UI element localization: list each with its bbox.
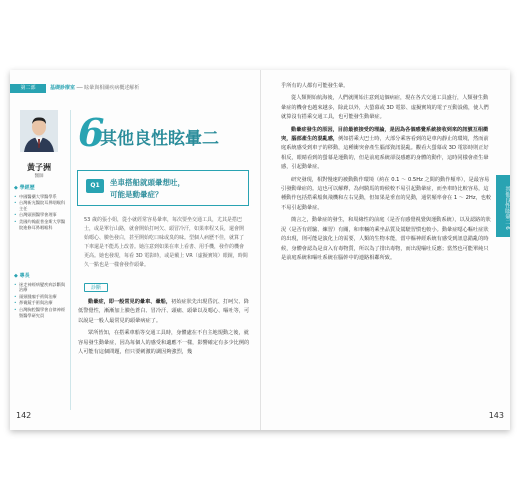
page-number: 142 — [16, 411, 32, 420]
side-tab-title: 其他良性眩暈二 — [504, 186, 510, 225]
experience-item: • 台灣新光醫院耳鼻咽喉科主任 — [14, 200, 66, 211]
paragraph — [281, 94, 493, 122]
right-page — [260, 70, 510, 430]
author-role: 醫師 — [34, 174, 44, 179]
book-spread — [10, 70, 510, 430]
paragraph-text: 初始症狀先出現昏沉、打呵欠、降低警覺性，漸漸加上臉色蒼白、冒冷汗、頭痛、頭暈以及噁心、嘔吐等，可以說是一般人最常見的頭暈病症了。 — [78, 299, 250, 324]
paragraph — [281, 216, 493, 263]
diagnosis-tag: 診斷 — [84, 283, 108, 292]
side-tab-number: 6 — [504, 226, 510, 230]
paragraph-text: 乎所有的人都有可能發生暈。 — [281, 83, 349, 89]
chapter-side-tab — [496, 175, 510, 237]
question-box — [77, 170, 249, 206]
case-story: 53 歲的張小姐，從小就經常容易暈車，每次要坐交通工具，尤其是搭巴士，或是單行山路，就會開始打呵欠、頭冒冷汗，如果車程又長，還會開始噁心、臉色發白，甚至開始吃口味或臭的味。型個人病歷不佳，就算了下車還是不能馬上改善。她注意到如果在車上看書、用手機，發作的機會更高。她也發現，每看 3D 電影時，或是戴上 VR（虛擬實境）眼鏡，時間久一點也是一樣會發作頭暈。 — [84, 217, 248, 268]
author-specialty — [14, 274, 66, 319]
paragraph-text: 眾所皆知，在搭乘車船等交通工具時，身體處在不自主地規動之後，就容易發生動暈症，因為每個人的感受和適應不一樣，影響確定有多少比例的人可能有這個問題，但只要刺激的調因夠強烈，幾 — [78, 330, 250, 356]
right-body-text — [281, 82, 493, 266]
specialty-item: • 頭頸腫瘤手術與治療 — [14, 294, 66, 300]
question-line-1: 坐車搭船就頭暈想吐， — [110, 178, 185, 187]
chapter-number: 6 — [78, 110, 105, 155]
chapter-title: 其他良性眩暈二 — [100, 129, 219, 149]
author-experience — [14, 186, 66, 231]
paragraph — [281, 82, 493, 91]
paragraph-text: 從人類開始航海後，人們就開始注意到這個病症，現在各式交通工具盛行，人類發生動暈症的機會也越來越多，除此以外，大螢幕或 3D 電影、虛擬實境的電子互動設備，使人們就算沒有搭乘交通工具，也可能發生動暈症。 — [281, 95, 489, 121]
paragraph — [281, 176, 493, 214]
header-subtitle: ── 眩暈與相關疾病概述解析 — [76, 85, 140, 91]
experience-title: ◆ 學經歷 — [14, 185, 35, 191]
specialty-title: ◆ 專長 — [14, 273, 30, 279]
paragraph-lead: 動暈症，即一般常見的暈車、暈船， — [88, 299, 172, 305]
specialty-item: • 台灣胸腔醫學會自律神經暨醫學研究員 — [14, 307, 66, 318]
paragraph-text: 研究發現，相對慢速的被動動作環境（約在 0.1 ～ 0.5Hz 之間的動作頻率），是最容易引發動暈症的。這也可以解釋，為何騎馬的時候較不易引起動暈症，而坐車時比較容易，這種動作包括搭乘船與飛機和左右晃動，但如果是垂直的晃動，通常頻率會在 1 ～ 2Hz，也較不易引起動暈症。 — [281, 176, 492, 211]
running-header — [50, 84, 139, 93]
specialty-item: • 迷走神經病變疾病診斷與治療 — [14, 282, 66, 293]
paragraph — [281, 126, 493, 173]
left-body-text — [78, 298, 250, 360]
paragraph-lead: 動暈症發生的原因，目前最被接受的理論，是因為各個感覺系統接收到來的訊號互相衝突，腦部產生的混亂感， — [281, 126, 489, 143]
question-line-2: 可能是動暈症？ — [110, 190, 163, 199]
experience-item: • 中國醫藥大學醫學系 — [14, 194, 66, 200]
paragraph-text: 例如搭乘大巴士時，大部分乘客看到的是車內靜止的環境，然而前庭系統感受到車子的移動，這種衝突會產生腦部資訊混亂。觀看大螢幕或 3D 電影時則正好相反，眼睛看到的螢幕是運動的，但是前庭系統卻沒感應的身體的動作，這時同樣會產生暈感，引起動暈症。 — [281, 136, 489, 171]
left-page — [10, 70, 260, 430]
author-photo — [20, 110, 58, 152]
question-badge: Q1 — [86, 179, 104, 193]
experience-item: • 台灣頭頸醫學會理事 — [14, 212, 66, 218]
specialty-item: • 鼻竇鏡手術與治療 — [14, 300, 66, 306]
paragraph-text: 簡言之，動暈症的發生，和周緣性的前庭（是否有感覺視覺與運動系統），以及認路的狀況（是否有經驗、練習）有關，和車輛的乘坐品質及駕駛習慣也較小。動暈症噁心嘔吐症狀的出現，則可能是演化上的需要，人類的生物本能，當中樞神經系統有感受到訊息錯亂的時候，身體會認為是食入有毒物質，所以為了排出毒物，而出現嘔吐反應；當然也可能單純只是前庭系統和嘔吐系統在腦幹中的連路相鄰所致。 — [281, 217, 491, 261]
header-section: 基礎診療室 — [50, 85, 76, 91]
sidebar-divider — [70, 110, 71, 410]
header-part-tab: 第二部 — [10, 84, 46, 93]
author-name: 黃子洲 — [27, 163, 51, 172]
page-number: 143 — [488, 411, 504, 420]
experience-item: • 美國約翰霍普金斯大學醫院進修耳鼻咽喉科 — [14, 219, 66, 230]
paragraph — [78, 329, 250, 357]
paragraph — [78, 298, 250, 326]
